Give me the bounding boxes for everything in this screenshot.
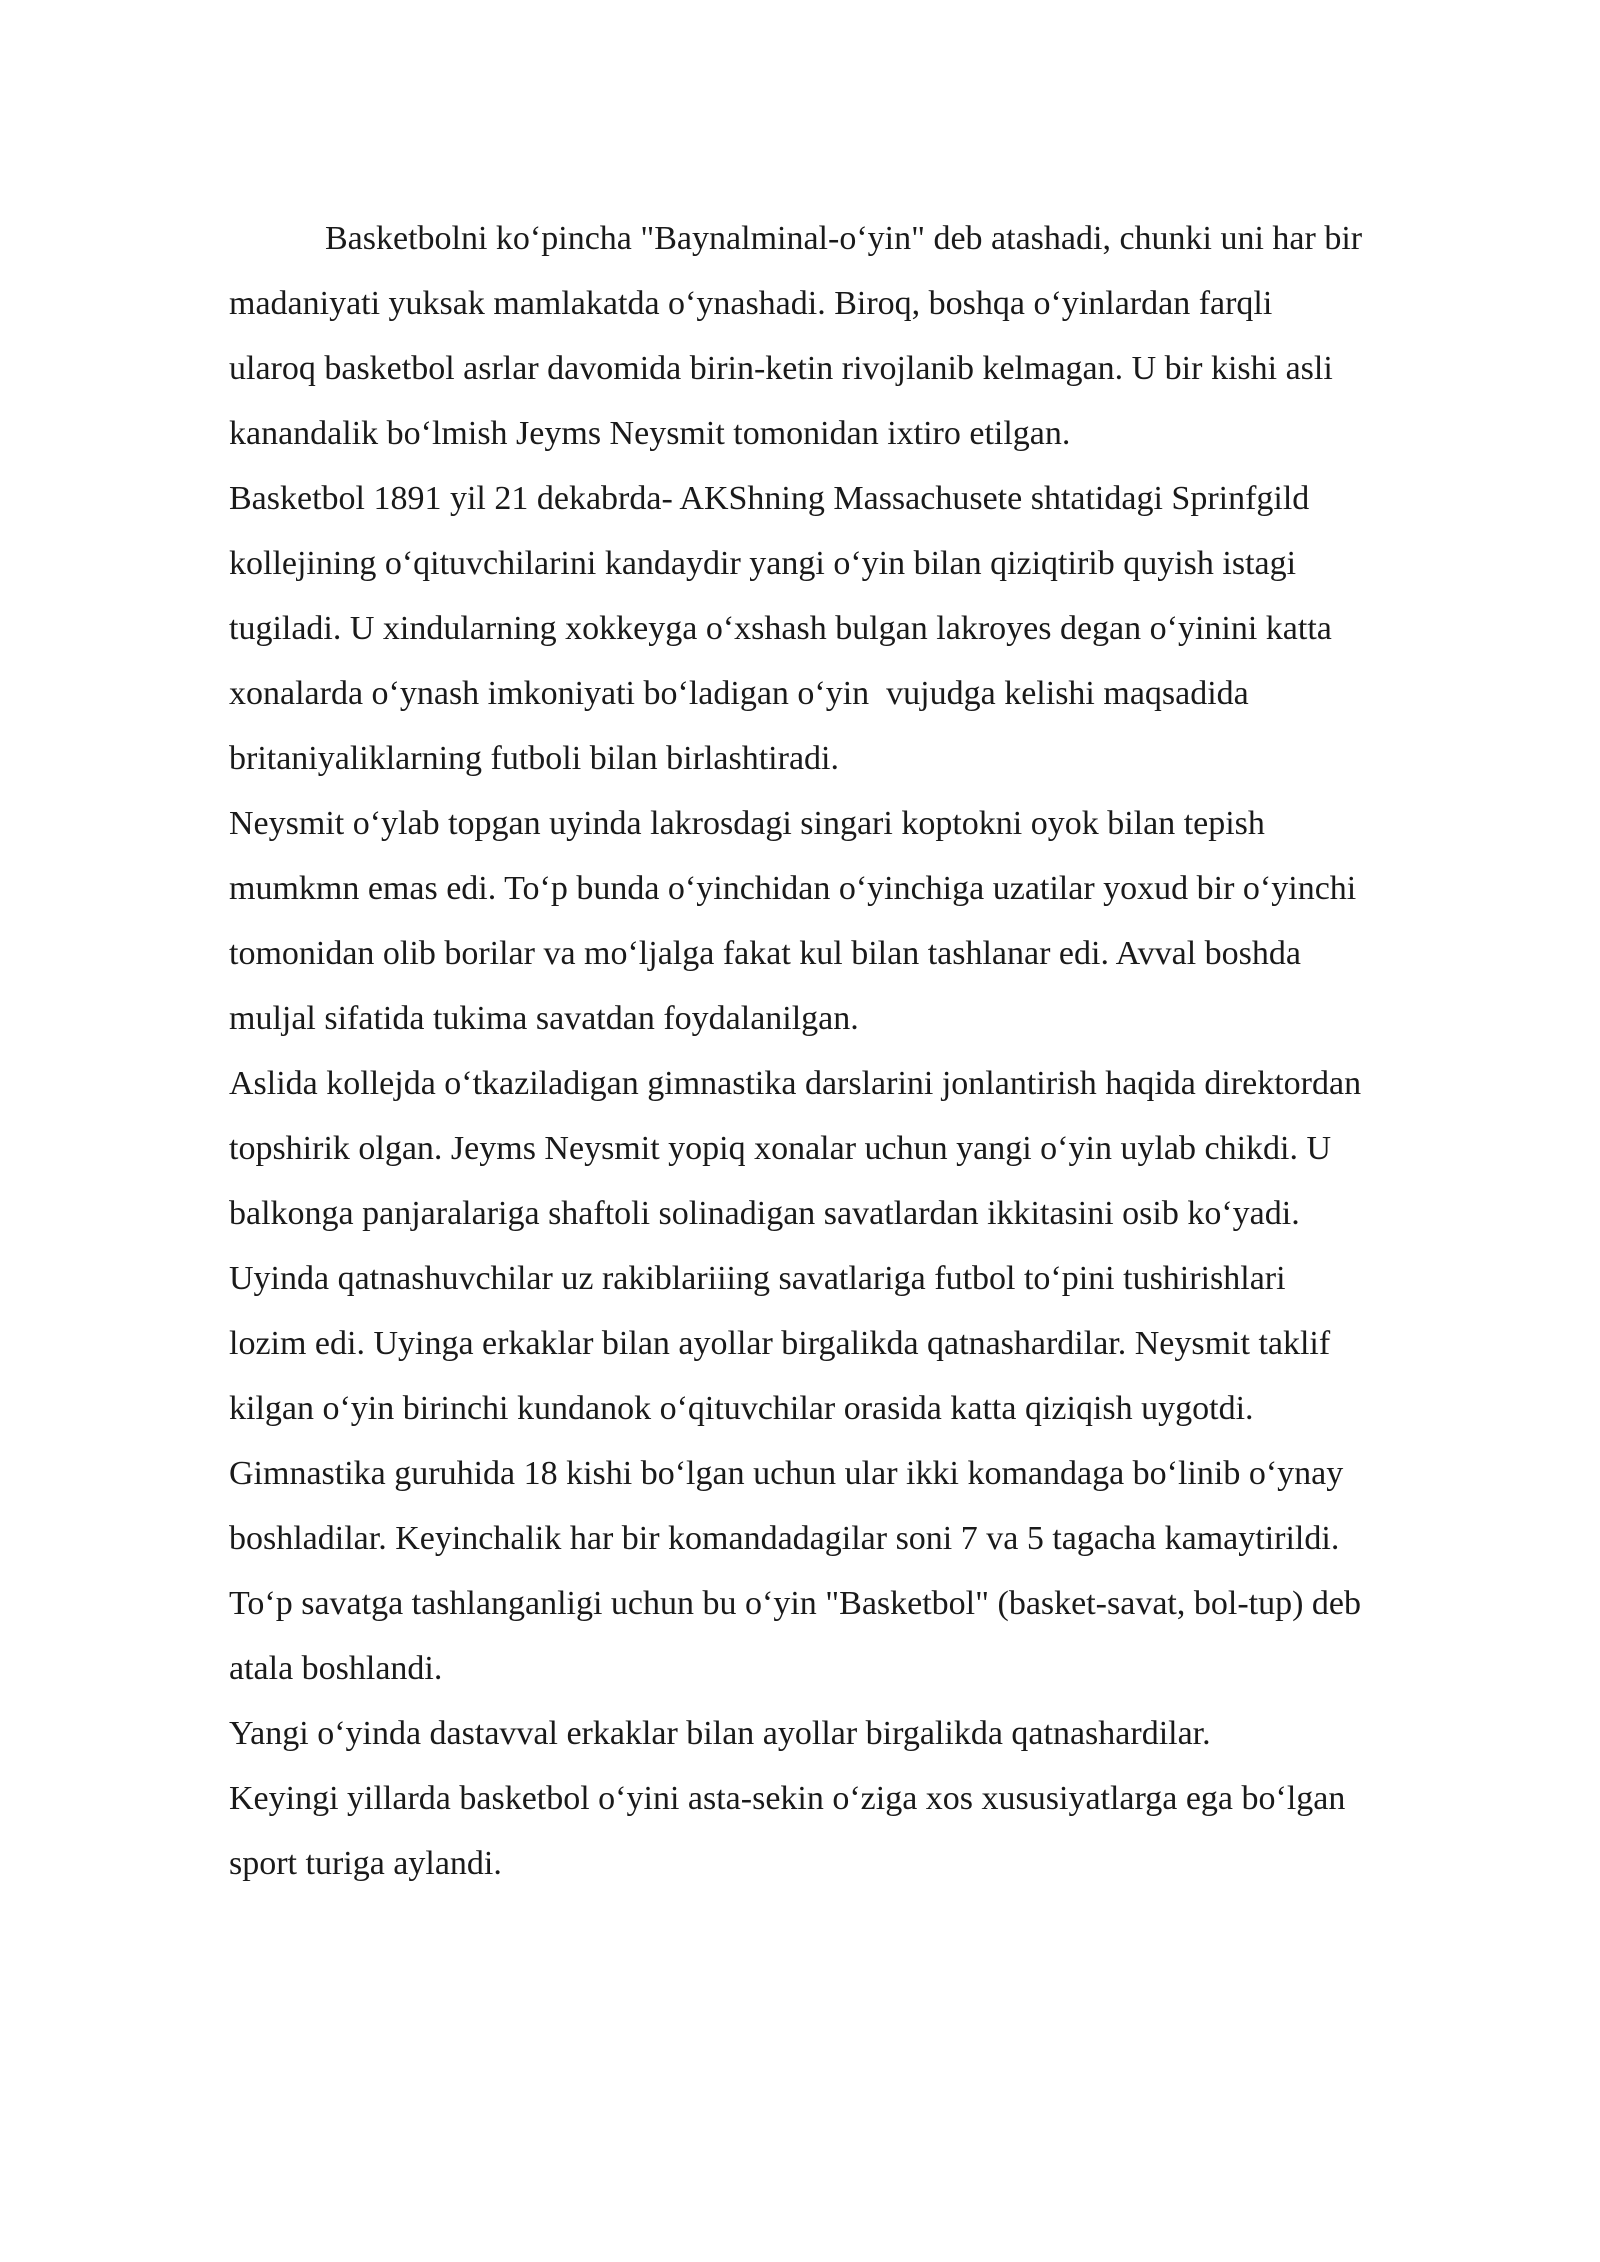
text-line: mumkmn emas edi. Toʻp bunda oʻyinchidan oʻyinchiga uzatilar yoxud bir oʻyinchi xyxy=(229,870,1357,907)
text-line: atala boshlandi. xyxy=(229,1650,443,1687)
text-line: ularoq basketbol asrlar davomida birin-ketin rivojlanib kelmagan. U bir kishi asli xyxy=(229,350,1333,387)
text-line: britaniyaliklarning futboli bilan birlashtiradi. xyxy=(229,740,839,777)
text-line: Yangi oʻyinda dastavval erkaklar bilan ayollar birgalikda qatnashardilar. xyxy=(229,1715,1211,1752)
text-line: sport turiga aylandi. xyxy=(229,1845,502,1882)
text-line: kollejining oʻqituvchilarini kandaydir yangi oʻyin bilan qiziqtirib quyish istagi xyxy=(229,545,1297,582)
text-line: Keyingi yillarda basketbol oʻyini asta-sekin oʻziga xos xususiyatlarga ega boʻlgan xyxy=(229,1780,1346,1817)
text-line: Uyinda qatnashuvchilar uz rakiblariiing savatlariga futbol toʻpini tushirishlari xyxy=(229,1260,1286,1297)
paragraph-mixed-teams xyxy=(229,1701,1491,1766)
text-line: tomonidan olib borilar va moʻljalga fakat kul bilan tashlanar edi. Avval boshda xyxy=(229,935,1301,972)
text-line: tugiladi. U xindularning xokkeyga oʻxshash bulgan lakroyes degan oʻyinini katta xyxy=(229,610,1332,647)
text-line: kanandalik boʻlmish Jeyms Neysmit tomonidan ixtiro etilgan. xyxy=(229,415,1071,452)
text-line: balkonga panjaralariga shaftoli solinadigan savatlardan ikkitasini osib koʻyadi. xyxy=(229,1195,1300,1232)
paragraph-intro xyxy=(229,206,1491,466)
paragraph-rules xyxy=(229,791,1491,1051)
text-line: xonalarda oʻynash imkoniyati boʻladigan oʻyin vujudga kelishi maqsadida xyxy=(229,675,1249,712)
text-line: kilgan oʻyin birinchi kundanok oʻqituvchilar orasida katta qiziqish uygotdi. xyxy=(229,1390,1254,1427)
text-line: topshirik olgan. Jeyms Neysmit yopiq xonalar uchun yangi oʻyin uylab chikdi. U xyxy=(229,1130,1332,1167)
text-line: muljal sifatida tukima savatdan foydalanilgan. xyxy=(229,1000,859,1037)
text-line: Basketbol 1891 yil 21 dekabrda- AKShning Massachusete shtatidagi Sprinfgild xyxy=(229,480,1310,517)
paragraph-conclusion xyxy=(229,1766,1491,1896)
text-line: lozim edi. Uyinga erkaklar bilan ayollar birgalikda qatnashardilar. Neysmit taklif xyxy=(229,1325,1331,1362)
text-line: Toʻp savatga tashlanganligi uchun bu oʻyin "Basketbol" (basket-savat, bol-tup) deb xyxy=(229,1585,1361,1622)
text-line: madaniyati yuksak mamlakatda oʻynashadi. Biroq, boshqa oʻyinlardan farqli xyxy=(229,285,1273,322)
document-body xyxy=(229,206,1491,1896)
text-line: Aslida kollejda oʻtkaziladigan gimnastika darslarini jonlantirish haqida direktordan xyxy=(229,1065,1362,1102)
text-line: Gimnastika guruhida 18 kishi boʻlgan uchun ular ikki komandaga boʻlinib oʻynay xyxy=(229,1455,1344,1492)
text-line: Neysmit oʻylab topgan uyinda lakrosdagi singari koptokni oyok bilan tepish xyxy=(229,805,1265,842)
paragraph-history xyxy=(229,1051,1491,1701)
text-line: boshladilar. Keyinchalik har bir komandadagilar soni 7 va 5 tagacha kamaytirildi. xyxy=(229,1520,1340,1557)
paragraph-origin xyxy=(229,466,1491,791)
text-line: Basketbolni koʻpincha "Baynalminal-oʻyin" deb atashadi, chunki uni har bir xyxy=(325,220,1363,257)
